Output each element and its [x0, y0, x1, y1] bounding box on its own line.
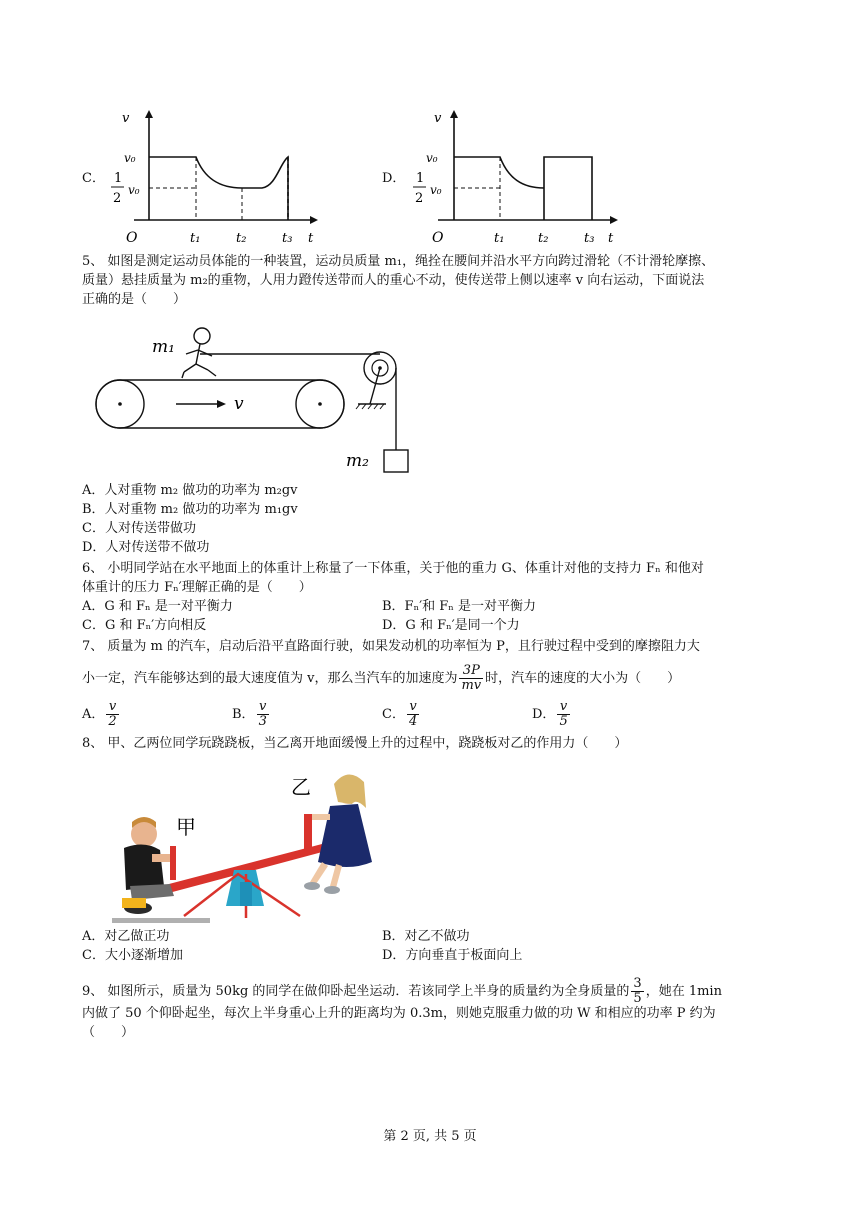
svg-text:v: v [434, 111, 442, 126]
q5-option-d: D．人对传送带不做功 [82, 540, 210, 555]
q8-option-c: C．大小逐渐增加 [82, 948, 183, 963]
option-d-label: D． [382, 171, 406, 186]
velocity-time-graph-d [404, 108, 620, 246]
q9-mass-fraction: $\frac{3}{5}$ [633, 976, 642, 1006]
q8-stem: 8、 甲、乙两位同学玩跷跷板，当乙离开地面缓慢上升的过程中，跷跷板对乙的作用力（ ） [82, 736, 628, 751]
svg-text:v₀: v₀ [430, 183, 442, 197]
graph-c-v0-label: v₀ [124, 151, 136, 165]
q6-option-b: B．Fₙ′和 Fₙ 是一对平衡力 [382, 599, 537, 614]
svg-text:t₂: t₂ [538, 231, 549, 246]
svg-text:v₀: v₀ [128, 183, 140, 197]
svg-text:t₂: t₂ [236, 231, 247, 246]
svg-text:2: 2 [113, 191, 122, 206]
svg-text:m₁: m₁ [152, 337, 175, 357]
q7-option-d: D． $\frac{v}{5}$ [532, 699, 568, 729]
q7-stem-line1: 7、 质量为 m 的汽车，启动后沿平直路面行驶，如果发动机的功率恒为 P，且行驶过程中受到的摩擦阻力大 [82, 639, 700, 654]
svg-text:O: O [126, 230, 138, 246]
q5-option-c: C．人对传送带做功 [82, 521, 196, 536]
svg-text:t₁: t₁ [190, 231, 201, 246]
q7-option-c: C． $\frac{v}{4}$ [382, 699, 418, 729]
q5-option-a: A．人对重物 m₂ 做功的功率为 m₂gv [82, 483, 298, 498]
q7-acceleration-fraction: $\frac{3P}{mv}$ [461, 663, 482, 693]
svg-text:2: 2 [415, 191, 424, 206]
q7-stem-line2: 小一定，汽车能够达到的最大速度值为 v，那么当汽车的加速度为 $\frac{3P}{mv}$ 时，汽车的速度的大小为（ ） [82, 663, 681, 693]
q6-stem-line1: 6、 小明同学站在水平地面上的体重计上称量了一下体重，关于他的重力 G、体重计对他的支持力 Fₙ 和他对 [82, 561, 704, 576]
label-jia: 甲 [176, 815, 196, 839]
svg-text:1: 1 [114, 171, 123, 186]
svg-text:t₁: t₁ [494, 231, 505, 246]
svg-text:t: t [608, 231, 614, 246]
q9-stem-line3: （ ） [82, 1025, 135, 1040]
svg-text:O: O [432, 230, 444, 246]
q9-stem-line1: 9、 如图所示，质量为 50kg 的同学在做仰卧起坐运动．若该同学上半身的质量约为全身质量的 $\frac{3}{5}$ ，她在 1min [82, 976, 722, 1006]
svg-text:t: t [308, 231, 314, 246]
q7-option-b: B． $\frac{v}{3}$ [232, 699, 267, 729]
q9-stem-line2: 内做了 50 个仰卧起坐，每次上半身重心上升的距离均为 0.3m，则她克服重力做的功 W 和相应的功率 P 约为 [82, 1006, 716, 1021]
q8-option-d: D．方向垂直于板面向上 [382, 948, 523, 963]
q6-option-c: C．G 和 Fₙ′方向相反 [82, 618, 207, 633]
option-c-label: C． [82, 171, 105, 186]
label-yi: 乙 [291, 775, 311, 799]
svg-text:v: v [234, 394, 244, 414]
q5-stem-line2: 质量）悬挂质量为 m₂的重物，人用力蹬传送带而人的重心不动，使传送带上侧以速率 v 向右运动，下面说法 [82, 273, 705, 288]
q6-stem-line2: 体重计的压力 Fₙ′理解正确的是（ ） [82, 580, 312, 595]
seesaw-photo [86, 758, 386, 928]
q8-option-b: B．对乙不做功 [382, 929, 470, 944]
svg-text:t₃: t₃ [282, 231, 293, 246]
q8-option-a: A．对乙做正功 [82, 929, 170, 944]
q5-option-b: B．人对重物 m₂ 做功的功率为 m₁gv [82, 502, 298, 517]
svg-text:t₃: t₃ [584, 231, 595, 246]
q5-stem-line1: 5、 如图是测定运动员体能的一种装置，运动员质量 m₁，绳拴在腰间并沿水平方向跨过滑轮（不计滑轮摩擦、 [82, 254, 715, 269]
treadmill-pulley-diagram [90, 320, 420, 480]
graph-c-v-label: v [122, 111, 130, 126]
svg-text:v₀: v₀ [426, 151, 438, 165]
velocity-time-graph-c [104, 108, 320, 246]
q7-option-a: A． $\frac{v}{2}$ [82, 699, 117, 729]
page-footer: 第 2 页, 共 5 页 [383, 1129, 477, 1144]
q5-stem-line3: 正确的是（ ） [82, 292, 187, 307]
q6-option-d: D．G 和 Fₙ′是同一个力 [382, 618, 520, 633]
svg-text:1: 1 [416, 171, 425, 186]
q6-option-a: A．G 和 Fₙ 是一对平衡力 [82, 599, 233, 614]
svg-text:m₂: m₂ [346, 451, 369, 471]
